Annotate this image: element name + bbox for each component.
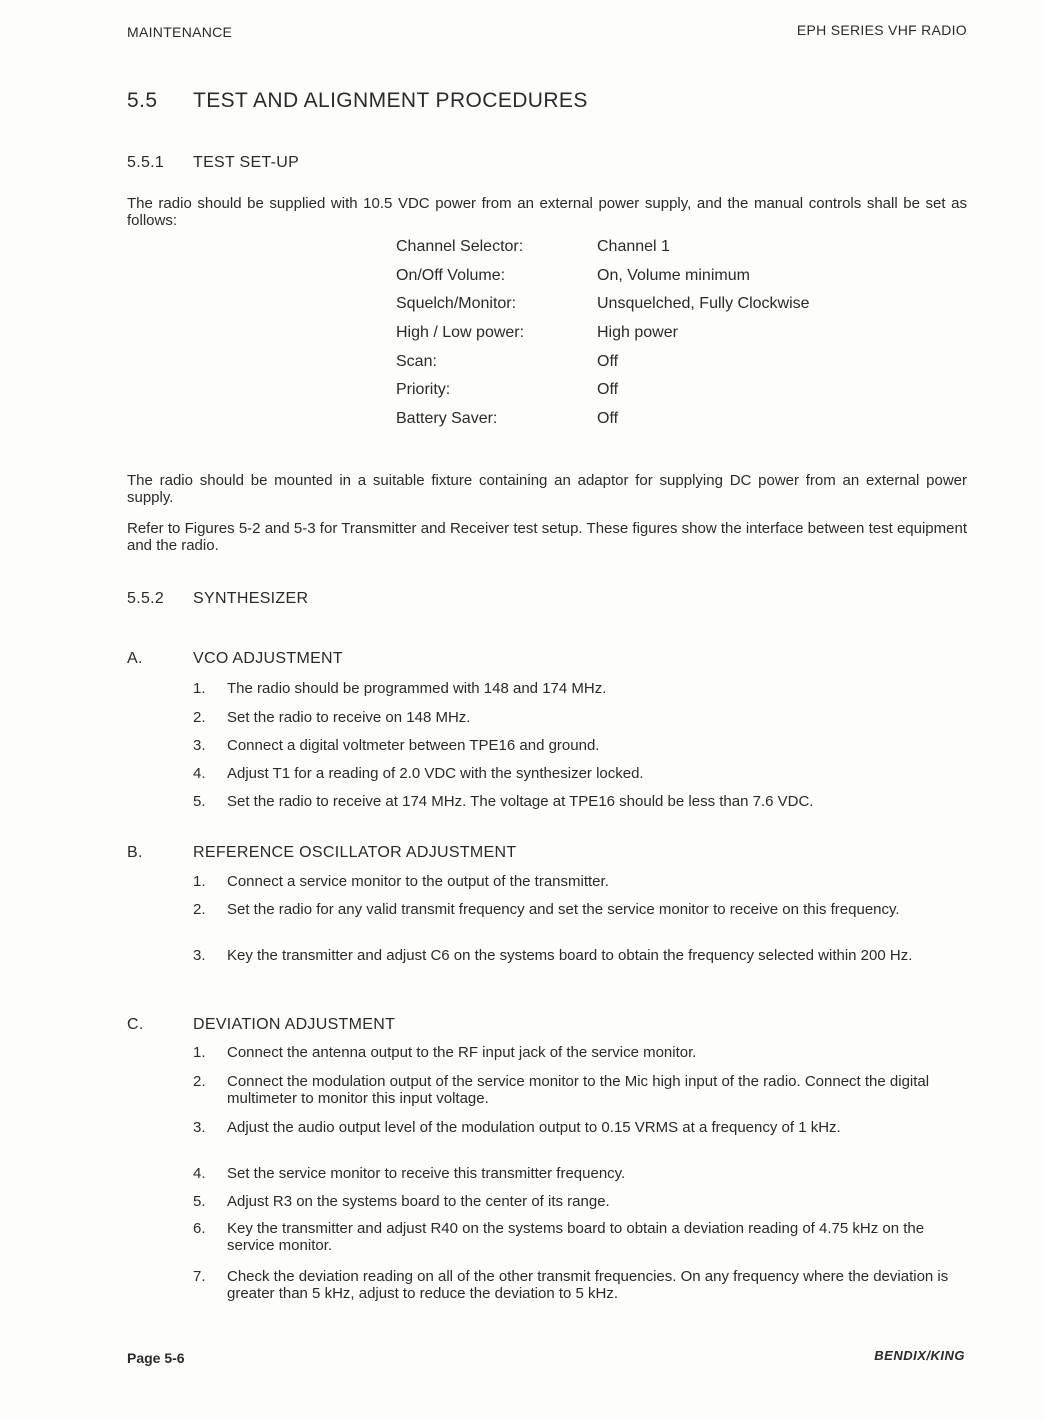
step-number: 2.	[193, 901, 206, 918]
settings-row	[396, 353, 810, 382]
list-item	[193, 1193, 963, 1210]
control-settings-table	[396, 238, 810, 439]
subsection-title: TEST SET-UP	[193, 154, 300, 171]
control-value: Unsquelched, Fully Clockwise	[597, 295, 810, 313]
step-number: 4.	[193, 765, 206, 782]
step-text: Key the transmitter and adjust R40 on the systems board to obtain a deviation reading of 4.75 kHz on the service monitor.	[227, 1220, 925, 1254]
subsection-number: 5.5.1	[127, 154, 165, 171]
step-number: 1.	[193, 680, 206, 697]
step-number: 5.	[193, 1193, 206, 1210]
step-number: 6.	[193, 1220, 206, 1237]
step-text: Connect the modulation output of the service monitor to the Mic high input of the radio. Connect the digital multimeter to monitor this input voltage.	[227, 1073, 930, 1107]
mounting-paragraph: The radio should be mounted in a suitable fixture containing an adaptor for supplying DC power from an external power supply.	[127, 472, 967, 506]
control-value: Off	[597, 381, 619, 399]
control-value: Off	[597, 410, 619, 428]
setup-intro-paragraph: The radio should be supplied with 10.5 VDC power from an external power supply, and the manual controls shall be set as follows:	[127, 195, 967, 229]
settings-row	[396, 410, 810, 439]
procedure-title: REFERENCE OSCILLATOR ADJUSTMENT	[193, 844, 517, 861]
step-text: Adjust the audio output level of the modulation output to 0.15 VRMS at a frequency of 1 kHz.	[227, 1119, 841, 1136]
list-item	[193, 737, 963, 754]
procedure-letter: A.	[127, 650, 143, 667]
step-text: Adjust T1 for a reading of 2.0 VDC with the synthesizer locked.	[227, 765, 644, 782]
settings-row	[396, 295, 810, 324]
procedure-title: VCO ADJUSTMENT	[193, 650, 343, 667]
procedure-title: DEVIATION ADJUSTMENT	[193, 1016, 396, 1033]
subsection-heading-synthesizer	[127, 590, 308, 608]
step-number: 3.	[193, 737, 206, 754]
step-number: 1.	[193, 873, 206, 890]
step-number: 2.	[193, 1073, 206, 1090]
settings-row	[396, 238, 810, 267]
step-text: Connect a service monitor to the output of the transmitter.	[227, 873, 609, 890]
step-number: 3.	[193, 1119, 206, 1136]
list-item	[193, 1220, 963, 1254]
section-title: TEST AND ALIGNMENT PROCEDURES	[193, 89, 588, 112]
control-value: On, Volume minimum	[597, 266, 750, 284]
control-name: Priority:	[396, 381, 451, 399]
settings-row	[396, 381, 810, 410]
brand-footer: BENDIX/KING	[874, 1348, 965, 1363]
step-text: Set the radio for any valid transmit frequency and set the service monitor to receive on this frequency.	[227, 901, 900, 918]
control-name: Channel Selector:	[396, 238, 524, 255]
page-number: Page 5-6	[127, 1350, 185, 1366]
running-header-right: EPH SERIES VHF RADIO	[796, 22, 967, 38]
subsection-title: SYNTHESIZER	[193, 590, 309, 607]
step-text: Adjust R3 on the systems board to the center of its range.	[227, 1193, 610, 1210]
list-item	[193, 873, 963, 890]
procedure-letter: C.	[127, 1016, 144, 1033]
list-item	[193, 1165, 963, 1182]
step-number: 3.	[193, 947, 206, 964]
control-value: Off	[597, 352, 619, 370]
step-number: 4.	[193, 1165, 206, 1182]
step-text: Check the deviation reading on all of the other transmit frequencies. On any frequency where the deviation is greater than 5 kHz, adjust to reduce the deviation to 5 kHz.	[227, 1268, 949, 1302]
section-number: 5.5	[127, 89, 158, 112]
list-item	[193, 765, 963, 782]
step-number: 7.	[193, 1268, 206, 1285]
step-text: Key the transmitter and adjust C6 on the systems board to obtain the frequency selected within 200 Hz.	[227, 947, 913, 964]
settings-row	[396, 324, 810, 353]
subsection-heading-setup	[127, 154, 299, 172]
control-name: Scan:	[396, 352, 437, 370]
procedure-heading-vco	[127, 650, 343, 668]
subsection-number: 5.5.2	[127, 590, 165, 607]
control-value: High power	[597, 324, 678, 342]
list-item	[193, 901, 963, 918]
list-item	[193, 947, 963, 964]
list-item	[193, 1119, 963, 1136]
list-item	[193, 1044, 963, 1061]
figures-reference-paragraph: Refer to Figures 5-2 and 5-3 for Transmitter and Receiver test setup. These figures show the interface between test equipment and the radio.	[127, 520, 967, 554]
step-text: Set the radio to receive at 174 MHz. The voltage at TPE16 should be less than 7.6 VDC.	[227, 793, 814, 810]
control-name: Squelch/Monitor:	[396, 295, 517, 313]
step-number: 5.	[193, 793, 206, 810]
control-name: High / Low power:	[396, 324, 525, 342]
section-heading	[127, 89, 588, 113]
procedure-heading-deviation	[127, 1016, 395, 1034]
step-text: Set the service monitor to receive this transmitter frequency.	[227, 1165, 626, 1182]
running-header-left: MAINTENANCE	[127, 24, 233, 40]
list-item	[193, 680, 963, 697]
step-text: Connect a digital voltmeter between TPE16 and ground.	[227, 737, 600, 754]
procedure-letter: B.	[127, 844, 143, 861]
list-item	[193, 793, 963, 810]
step-text: Connect the antenna output to the RF input jack of the service monitor.	[227, 1044, 697, 1061]
control-name: On/Off Volume:	[396, 266, 506, 284]
list-item	[193, 709, 963, 726]
step-number: 1.	[193, 1044, 206, 1061]
settings-row	[396, 267, 810, 296]
step-number: 2.	[193, 709, 206, 726]
list-item	[193, 1073, 963, 1107]
procedure-heading-reference-oscillator	[127, 844, 516, 862]
step-text: Set the radio to receive on 148 MHz.	[227, 709, 471, 726]
control-value: Channel 1	[597, 238, 670, 255]
control-name: Battery Saver:	[396, 410, 498, 428]
list-item	[193, 1268, 963, 1302]
step-text: The radio should be programmed with 148 and 174 MHz.	[227, 680, 607, 697]
